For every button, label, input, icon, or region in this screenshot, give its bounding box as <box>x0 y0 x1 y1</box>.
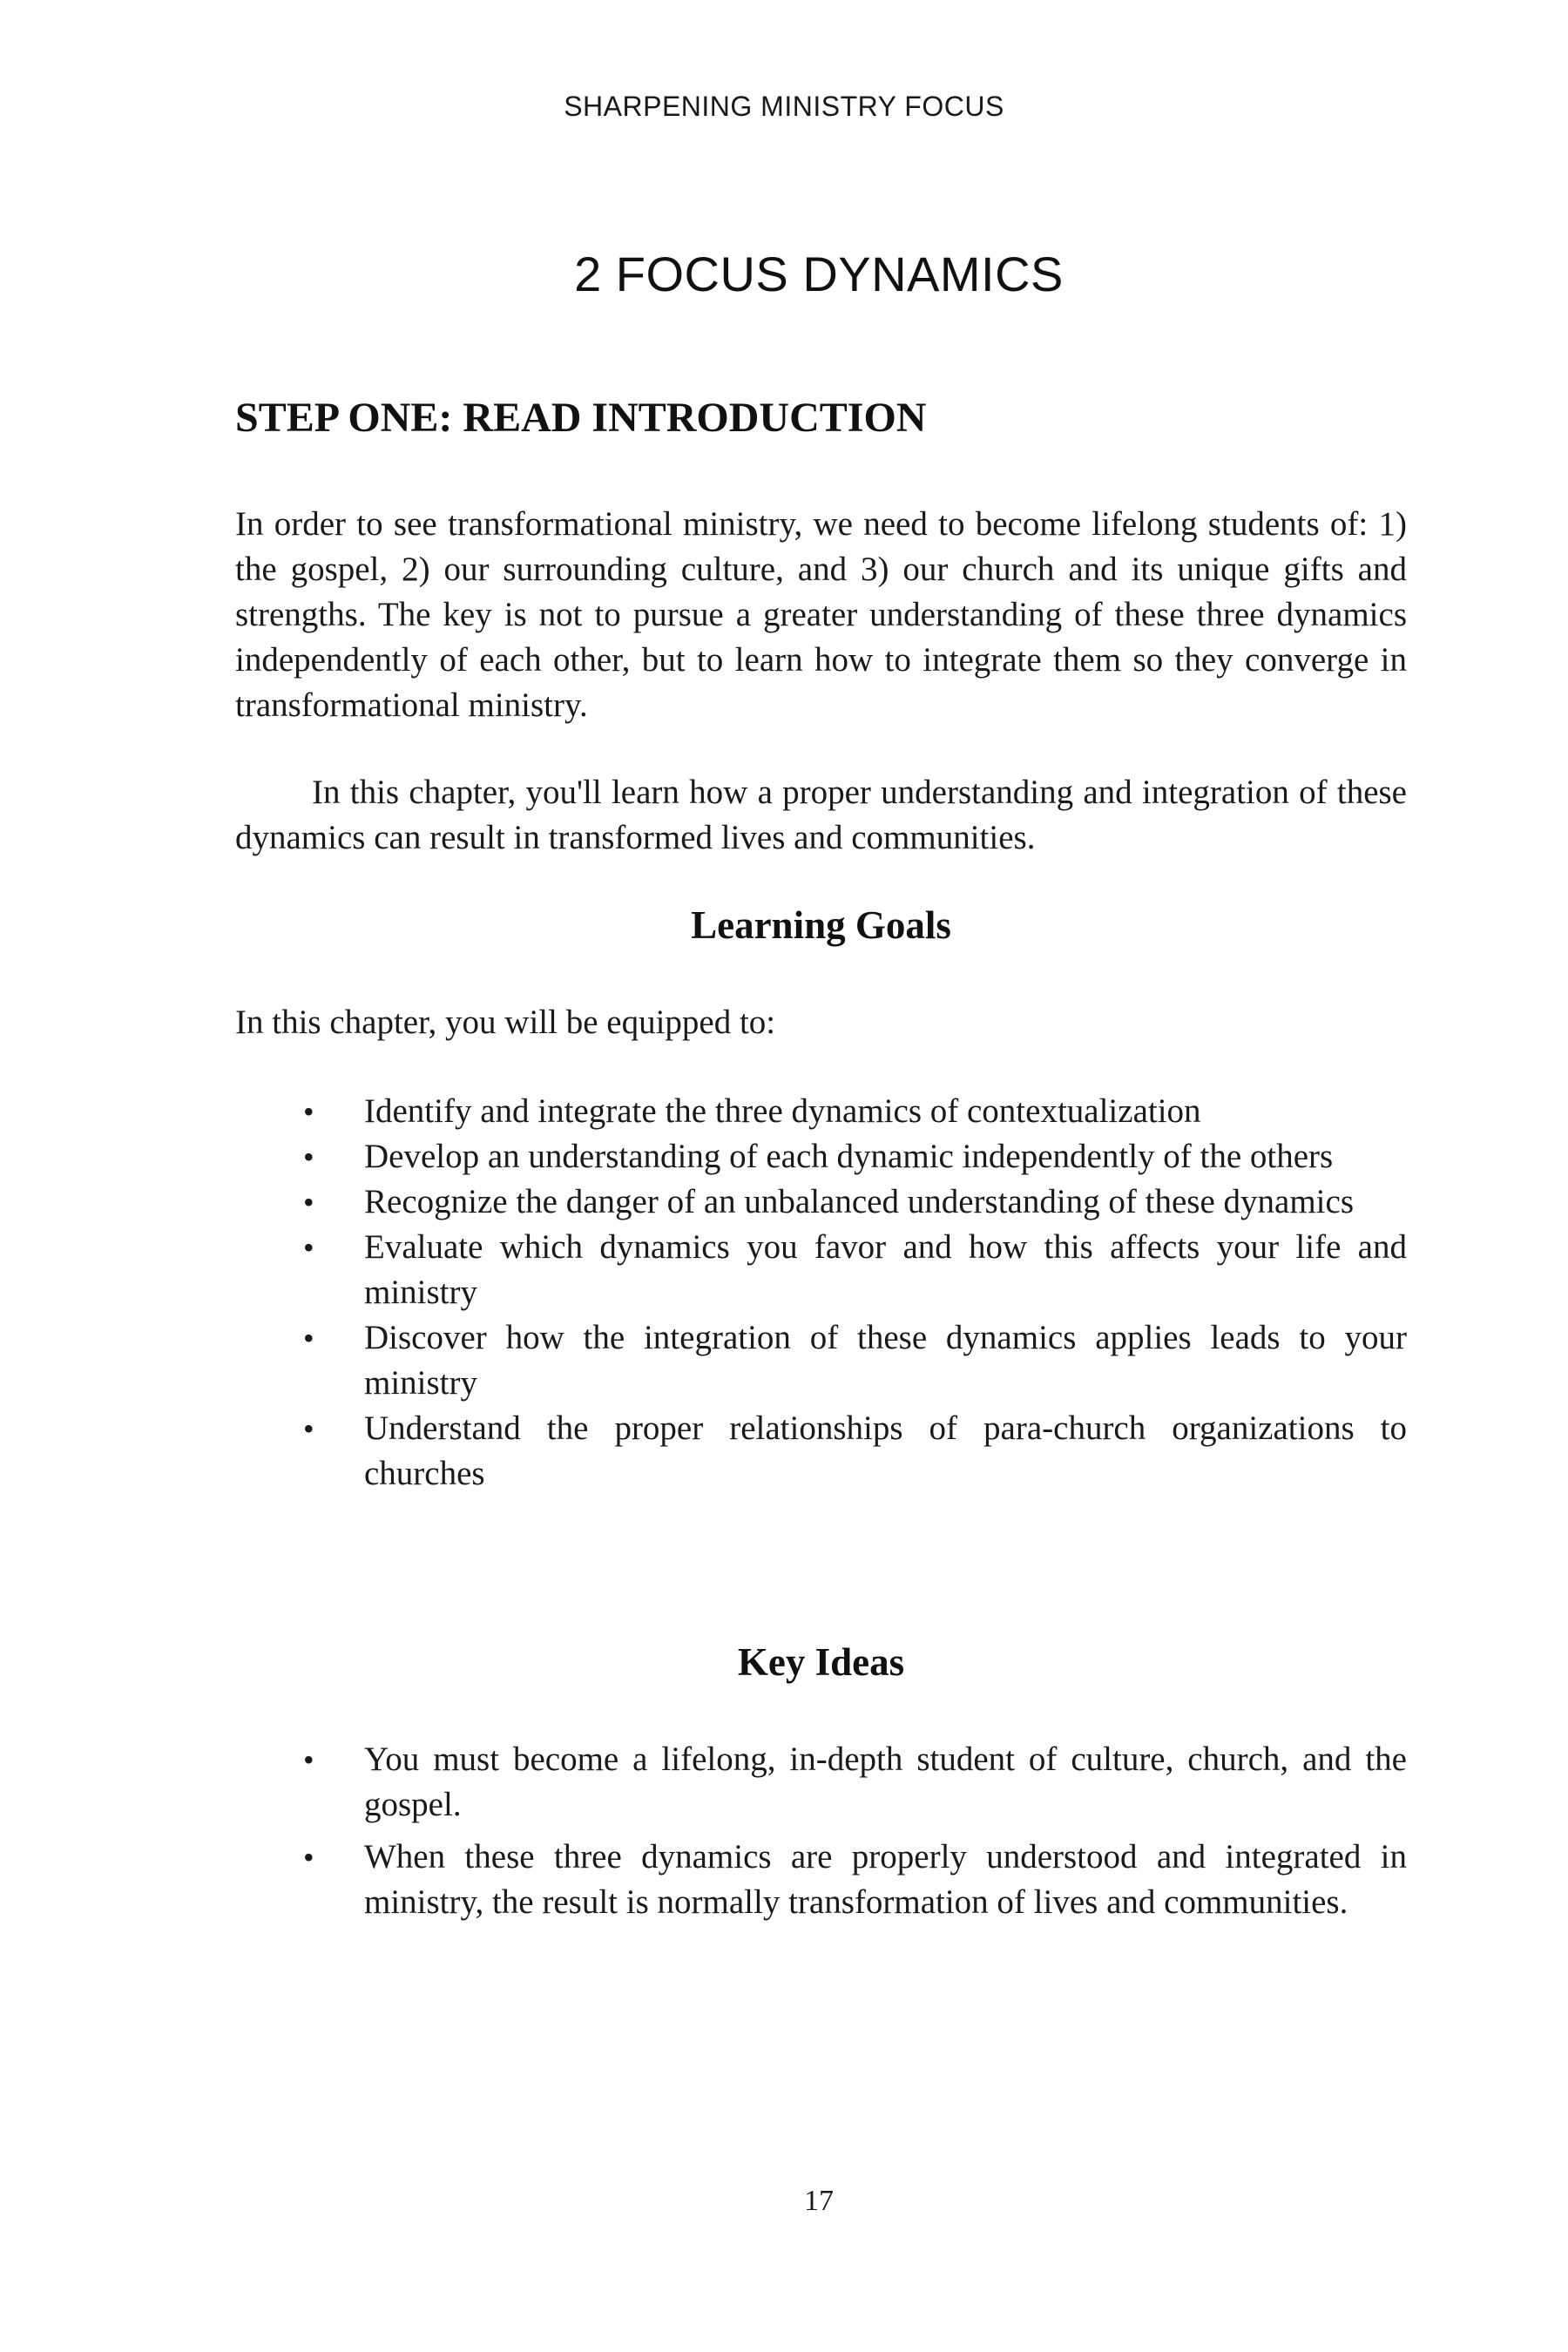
intro-paragraph-2: In this chapter, you'll learn how a proper understanding and integration of these dynamics can result in transformed lives and communities. <box>235 774 1407 856</box>
running-header: SHARPENING MINISTRY FOCUS <box>564 91 1004 122</box>
bullet-icon: • <box>303 1742 314 1777</box>
bullet-icon: • <box>303 1139 314 1174</box>
step-heading: STEP ONE: READ INTRODUCTION <box>235 395 927 441</box>
key-idea-text: You must become a lifelong, in-depth student of culture, church, and the gospel. <box>364 1740 1407 1823</box>
key-idea-item <box>296 1737 1407 1828</box>
learning-goal-item <box>296 1179 1407 1225</box>
learning-goals-intro: In this chapter, you will be equipped to: <box>235 1004 776 1041</box>
bullet-icon: • <box>303 1094 314 1129</box>
intro-paragraph-1: In order to see transformational ministry, we need to become lifelong students of: 1) the gospel, 2) our surrounding culture, and 3) our church and its unique gifts and strengths. The key is not to pursue a greater understanding of these three dynamics independently of each other, but to learn how to integrate them so they converge in transformational ministry. <box>235 505 1407 724</box>
learning-goal-text: Recognize the danger of an unbalanced understanding of these dynamics <box>364 1183 1355 1220</box>
learning-goal-item <box>296 1089 1407 1134</box>
learning-goal-text: Identify and integrate the three dynamics of contextualization <box>364 1092 1201 1130</box>
learning-goal-item <box>296 1225 1407 1315</box>
chapter-title: 2 FOCUS DYNAMICS <box>574 247 1064 301</box>
learning-goal-item <box>296 1315 1407 1406</box>
learning-goals-heading: Learning Goals <box>691 903 951 947</box>
bullet-icon: • <box>303 1230 314 1265</box>
learning-goal-text: Discover how the integration of these dynamics applies leads to your ministry <box>364 1319 1407 1402</box>
learning-goal-text: Understand the proper relationships of para-church organizations to churches <box>364 1409 1407 1492</box>
learning-goals-list <box>296 1089 1407 1497</box>
bullet-icon: • <box>303 1321 314 1355</box>
key-idea-item <box>296 1835 1407 1925</box>
bullet-icon: • <box>303 1840 314 1875</box>
page-number: 17 <box>804 2185 834 2217</box>
key-ideas-heading: Key Ideas <box>737 1640 905 1684</box>
key-ideas-list <box>296 1737 1407 1932</box>
learning-goal-text: Develop an understanding of each dynamic independently of the others <box>364 1138 1334 1175</box>
bullet-icon: • <box>303 1185 314 1220</box>
learning-goal-text: Evaluate which dynamics you favor and how this affects your life and ministry <box>364 1228 1407 1311</box>
key-idea-text: When these three dynamics are properly understood and integrated in ministry, the result is normally transformation of lives and communities. <box>364 1838 1407 1921</box>
learning-goal-item <box>296 1406 1407 1497</box>
bullet-icon: • <box>303 1411 314 1446</box>
learning-goal-item <box>296 1134 1407 1179</box>
